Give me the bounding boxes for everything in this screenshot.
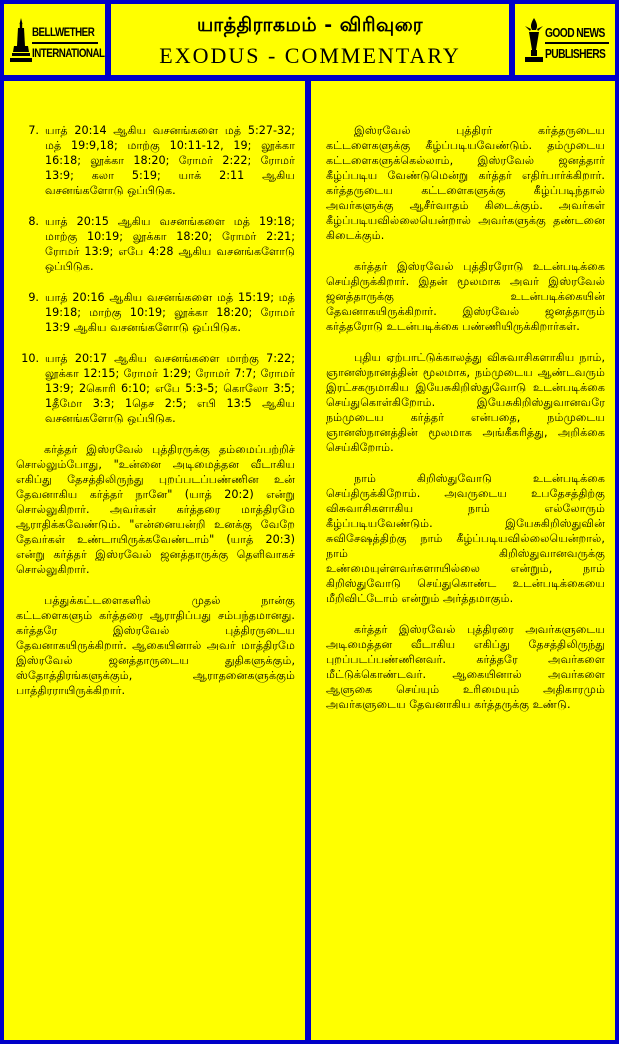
item-number: 8. [28, 215, 39, 228]
right-column [311, 81, 615, 1040]
item-text: யாத் 20:17 ஆகிய வசனங்களை மாற்கு 7:22; லூக்கா 12:15; ரோமர் 1:29; ரோமர் 7:7; ரோமர் 13:9; 2கொரி 6:10; எபே 5:3-5; கொலோ 3:5; 1தீமோ 3:3; 1தெச 2:5; எபி 13:5 ஆகிய வசனங்களோடு ஒப்பிடுக. [45, 352, 295, 425]
title-english: EXODUS - COMMENTARY [159, 43, 461, 68]
item-number: 7. [28, 124, 39, 137]
list-item [16, 351, 295, 426]
paragraph: கர்த்தர் இஸ்ரவேல் புத்திரரோடு உடன்படிக்கை செய்திருக்கிறார். இதன் மூலமாக அவர் இஸ்ரவேல் ஜனத்தாருக்கு உடன்படிக்கையின் தேவனாகயிருக்கிறார். இஸ்ரவேல் ஜனத்தாரும் கர்த்தரோடு உடன்படிக்கை பண்ணியிருக்கிறார்கள். [326, 260, 605, 333]
item-number: 9. [28, 291, 39, 304]
paragraph: நாம் கிறிஸ்துவோடு உடன்படிக்கை செய்திருக்கிறோம். அவருடைய உபதேசத்திற்கு விசுவாசிகளாகிய நாம் எல்லோரும் கீழ்ப்படியவேண்டும். இயேசுகிறிஸ்துவின் சுவிசேஷத்திற்கு நாம் கீழ்ப்படியவில்லையென்றால், நாம் கிறிஸ்துவானவருக்கு உண்மையுள்ளவர்களாயில்லை என்றும், நாம் கிறிஸ்துவோடு செய்துகொண்ட உடன்படிக்கையை மீறிவிட்டோம் என்றும் அர்த்தமாகும். [326, 472, 605, 605]
paragraph: பத்துக்கட்டளைகளில் முதல் நான்கு கட்டளைகளும் கர்த்தரை ஆராதிப்பது சம்பந்தமானது. கர்த்தரே இஸ்ரவேல் புத்திரருடைய தேவனாகயிருக்கிறார். ஆகையினால் அவர் மாத்திரமே இஸ்ரவேல் ஜனத்தாருடைய துதிகளுக்கும், ஸ்தோத்திரங்களுக்கும், ஆராதனைகளுக்கும் பாத்திரராயிருக்கிறார். [16, 594, 295, 697]
logo-line-1: GOOD NEWS [545, 26, 605, 40]
list-item [16, 214, 295, 274]
good-news-logo [521, 14, 611, 66]
paragraph: புதிய ஏற்பாட்டுக்காலத்து விசுவாசிகளாகிய நாம், ஞானஸ்நானத்தின் மூலமாக, நம்முடைய ஆண்டவரும் இரட்சகருமாகிய இயேசுகிறிஸ்துவோடு உடன்படிக்கை செய்துகொள்கிறோம். இயேசுகிறிஸ்துவானவரே நம்முடைய கர்த்தர் என்பதை, நம்முடைய ஞானஸ்நானத்தின் மூலமாக அங்கீகரித்து, அறிக்கை செய்கிறோம். [326, 351, 605, 454]
publisher-logo-left [4, 4, 105, 75]
logo-line-2: PUBLISHERS [545, 47, 606, 61]
item-text: யாத் 20:15 ஆகிய வசனங்களை மத் 19:18; மாற்கு 10:19; லூக்கா 18:20; ரோமர் 2:21; ரோமர் 13:9; எபே 4:28 ஆகிய வசனங்களோடு ஒப்பிடுக. [45, 215, 295, 273]
bellwether-logo [10, 14, 105, 66]
logo-line-2: INTERNATIONAL [32, 48, 105, 60]
torch-emblem-icon [521, 16, 547, 64]
item-text: யாத் 20:14 ஆகிய வசனங்களை மத் 5:27-32; மத் 19:9,18; மாற்கு 10:11-12, 19; லூக்கா 16:18; லூக்கா 18:20; ரோமர் 2:22; ரோமர் 13:9; கலா 5:19; யாக் 2:11 ஆகிய வசனங்களோடு ஒப்பிடுக. [45, 124, 295, 197]
paragraph: கர்த்தர் இஸ்ரவேல் புத்திரருக்கு தம்மைப்பற்றிச் சொல்லும்போது, "உன்னை அடிமைத்தன வீடாகிய எகிப்து தேசத்திலிருந்து புறப்படப்பண்ணின உன் தேவனாகிய கர்த்தர் நானே" (யாத் 20:2) என்று சொல்லுகிறார். அவர்கள் கர்த்தரை மாத்திரமே ஆராதிக்கவேண்டும். "என்னையன்றி உனக்கு வேறே தேவர்கள் உண்டாயிருக்கவேண்டாம்" (யாத் 20:3) என்று கர்த்தர் இஸ்ரவேல் ஜனத்தாருக்கு தெளிவாகச் சொல்லுகிறார். [16, 443, 295, 576]
logo-line-1: BELLWETHER [32, 27, 95, 39]
logo-underline [32, 42, 98, 44]
left-column [4, 81, 305, 1040]
item-number: 10. [21, 352, 39, 365]
item-text: யாத் 20:16 ஆகிய வசனங்களை மத் 15:19; மத் 19:18; மாற்கு 10:19; லூக்கா 18:20; ரோமர் 13:9 ஆகிய வசனங்களோடு ஒப்பிடுக. [45, 291, 295, 334]
logo-underline [545, 42, 609, 44]
page-header-title [111, 4, 509, 75]
list-item [16, 290, 295, 335]
paragraph: இஸ்ரவேல் புத்திரர் கர்த்தருடைய கட்டளைகளுக்கு கீழ்ப்படியவேண்டும். தம்முடைய கட்டளைகளுக்கெல்லாம், இஸ்ரவேல் ஜனத்தார் கீழ்ப்படிய வேண்டுமென்று கர்த்தர் எதிர்பார்க்கிறார். கர்த்தருடைய கட்டளைகளுக்கு கீழ்ப்படிந்தால் அவர்களுக்கு ஆசீர்வாதம் கிடைக்கும். அவர்கள் கீழ்ப்படியவில்லையென்றால் அவர்களுக்கு தண்டனை கிடைக்கும். [326, 124, 605, 242]
bellwether-emblem-icon [10, 16, 32, 64]
publisher-logo-right [515, 4, 615, 75]
list-item [16, 123, 295, 198]
title-tamil: யாத்திராகமம் - விரிவுரை [196, 14, 424, 36]
paragraph: கர்த்தர் இஸ்ரவேல் புத்திரரை அவர்களுடைய அடிமைத்தன வீடாகிய எகிப்து தேசத்திலிருந்து புறப்படப்பண்ணினவர். கர்த்தரே அவர்களை மீட்டுக்கொண்டவர். ஆகையினால் அவர்களை ஆளுகை செய்யும் உரிமையும் அதிகாரமும் அவர்களுடைய தேவனாகிய கர்த்தருக்கு உண்டு. [326, 623, 605, 711]
